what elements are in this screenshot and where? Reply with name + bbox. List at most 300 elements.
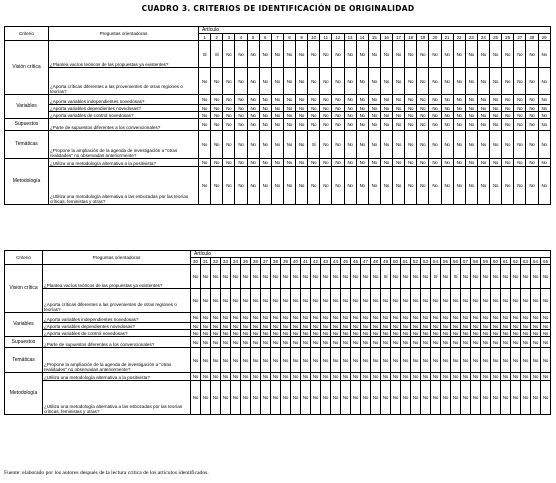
answer-cell: No: [391, 337, 401, 348]
answer-cell: No: [431, 323, 441, 330]
answer-cell: No: [191, 381, 201, 415]
article-number: 36: [251, 258, 261, 265]
answer-cell: No: [490, 68, 502, 95]
answer-cell: No: [441, 313, 451, 323]
answer-cell: No: [514, 167, 526, 205]
answer-cell: No: [371, 330, 381, 337]
answer-cell: No: [538, 95, 550, 105]
answer-cell: No: [541, 348, 551, 373]
answer-cell: No: [371, 313, 381, 323]
answer-cell: No: [521, 373, 531, 381]
article-number: 59: [481, 258, 491, 265]
answer-cell: No: [320, 41, 332, 68]
answer-cell: No: [393, 105, 405, 112]
answer-cell: No: [380, 112, 392, 119]
answer-cell: No: [271, 348, 281, 373]
answer-cell: No: [351, 289, 361, 313]
answer-cell: No: [431, 337, 441, 348]
answer-cell: No: [481, 323, 491, 330]
answer-cell: No: [451, 330, 461, 337]
answer-cell: No: [231, 337, 241, 348]
answer-cell: No: [481, 373, 491, 381]
answer-cell: No: [429, 167, 441, 205]
answer-cell: No: [283, 167, 295, 205]
answer-cell: No: [490, 95, 502, 105]
answer-cell: No: [405, 112, 417, 119]
criterio-label: Visión crítica: [5, 265, 43, 313]
answer-cell: No: [361, 381, 371, 415]
answer-cell: No: [241, 323, 251, 330]
answer-cell: No: [191, 323, 201, 330]
answer-cell: No: [465, 68, 477, 95]
answer-cell: No: [368, 41, 380, 68]
answer-cell: No: [368, 167, 380, 205]
answer-cell: No: [380, 105, 392, 112]
answer-cell: No: [411, 330, 421, 337]
answer-cell: No: [301, 330, 311, 337]
answer-cell: No: [380, 68, 392, 95]
answer-cell: No: [283, 95, 295, 105]
answer-cell: No: [247, 68, 259, 95]
answer-cell: No: [361, 323, 371, 330]
answer-cell: No: [461, 313, 471, 323]
question-text: ¿Utiliza una metodología alternativa a la positivista?: [49, 159, 199, 167]
answer-cell: No: [356, 95, 368, 105]
answer-cell: No: [490, 105, 502, 112]
answer-cell: No: [502, 41, 514, 68]
answer-cell: No: [481, 289, 491, 313]
answer-cell: No: [381, 323, 391, 330]
answer-cell: No: [381, 373, 391, 381]
answer-cell: No: [332, 119, 344, 131]
answer-cell: No: [259, 167, 271, 205]
answer-cell: No: [235, 68, 247, 95]
question-text: ¿Plantea vacíos teóricos de las propuestas ya existentes?: [49, 41, 199, 68]
answer-cell: No: [311, 337, 321, 348]
answer-cell: No: [429, 41, 441, 68]
answer-cell: No: [471, 381, 481, 415]
answer-cell: No: [231, 330, 241, 337]
answer-cell: No: [296, 41, 308, 68]
answer-cell: No: [501, 313, 511, 323]
answer-cell: No: [247, 105, 259, 112]
answer-cell: No: [441, 348, 451, 373]
answer-cell: No: [391, 265, 401, 289]
answer-cell: No: [191, 313, 201, 323]
answer-cell: No: [247, 112, 259, 119]
answer-cell: No: [311, 330, 321, 337]
answer-cell: No: [411, 373, 421, 381]
answer-cell: No: [490, 167, 502, 205]
answer-cell: No: [351, 330, 361, 337]
answer-cell: No: [502, 112, 514, 119]
article-number: 29: [538, 34, 550, 41]
article-number: 11: [320, 34, 332, 41]
question-text: ¿Aporta críticas diferentes a las provenientes de otras regiones o teorías?: [49, 68, 199, 95]
answer-cell: No: [481, 348, 491, 373]
answer-cell: No: [191, 373, 201, 381]
answer-cell: No: [331, 348, 341, 373]
answer-cell: No: [301, 323, 311, 330]
answer-cell: No: [371, 289, 381, 313]
answer-cell: No: [235, 41, 247, 68]
answer-cell: No: [271, 289, 281, 313]
article-number: 53: [421, 258, 431, 265]
answer-cell: No: [465, 167, 477, 205]
answer-cell: No: [308, 105, 320, 112]
answer-cell: No: [341, 289, 351, 313]
article-number: 27: [514, 34, 526, 41]
answer-cell: No: [501, 337, 511, 348]
article-number: 34: [231, 258, 241, 265]
answer-cell: No: [211, 381, 221, 415]
answer-cell: No: [344, 41, 356, 68]
answer-cell: No: [235, 131, 247, 159]
answer-cell: No: [331, 265, 341, 289]
answer-cell: No: [361, 373, 371, 381]
answer-cell: No: [259, 41, 271, 68]
answer-cell: No: [380, 131, 392, 159]
answer-cell: No: [271, 95, 283, 105]
answer-cell: No: [201, 323, 211, 330]
answer-cell: No: [405, 68, 417, 95]
answer-cell: No: [251, 313, 261, 323]
article-number: 24: [477, 34, 489, 41]
answer-cell: No: [451, 373, 461, 381]
answer-cell: No: [211, 131, 223, 159]
article-number: 25: [490, 34, 502, 41]
answer-cell: No: [477, 119, 489, 131]
answer-cell: No: [251, 348, 261, 373]
answer-cell: No: [405, 131, 417, 159]
answer-cell: No: [201, 330, 211, 337]
answer-cell: No: [221, 313, 231, 323]
answer-cell: No: [502, 131, 514, 159]
answer-cell: No: [477, 95, 489, 105]
answer-cell: No: [481, 330, 491, 337]
article-number: 43: [321, 258, 331, 265]
answer-cell: No: [381, 348, 391, 373]
question-text: ¿Utiliza una metodología alternativa a la positivista?: [43, 373, 191, 381]
answer-cell: No: [477, 68, 489, 95]
answer-cell: No: [308, 41, 320, 68]
answer-cell: No: [281, 373, 291, 381]
answer-cell: No: [491, 348, 501, 373]
answer-cell: No: [308, 119, 320, 131]
criterio-label: Variables: [5, 313, 43, 337]
answer-cell: No: [247, 131, 259, 159]
answer-cell: No: [491, 323, 501, 330]
answer-cell: No: [291, 313, 301, 323]
answer-cell: No: [281, 289, 291, 313]
answer-cell: No: [308, 167, 320, 205]
answer-cell: No: [332, 112, 344, 119]
answer-cell: No: [380, 167, 392, 205]
article-number: 1: [199, 34, 211, 41]
answer-cell: No: [241, 330, 251, 337]
answer-cell: No: [231, 265, 241, 289]
article-number: 32: [211, 258, 221, 265]
answer-cell: No: [514, 159, 526, 167]
article-number: 13: [344, 34, 356, 41]
answer-cell: No: [441, 112, 453, 119]
answer-cell: No: [281, 381, 291, 415]
answer-cell: No: [311, 373, 321, 381]
answer-cell: No: [271, 381, 281, 415]
answer-cell: No: [431, 289, 441, 313]
answer-cell: No: [417, 112, 429, 119]
answer-cell: No: [344, 131, 356, 159]
answer-cell: No: [296, 68, 308, 95]
answer-cell: No: [231, 289, 241, 313]
answer-cell: No: [271, 112, 283, 119]
answer-cell: No: [341, 313, 351, 323]
article-number: 40: [291, 258, 301, 265]
answer-cell: No: [441, 68, 453, 95]
answer-cell: No: [465, 105, 477, 112]
answer-cell: No: [481, 381, 491, 415]
answer-cell: No: [526, 131, 538, 159]
article-number: 4: [235, 34, 247, 41]
answer-cell: No: [441, 289, 451, 313]
answer-cell: No: [235, 159, 247, 167]
article-number: 2: [211, 34, 223, 41]
answer-cell: No: [538, 167, 550, 205]
table-row: [5, 337, 551, 348]
answer-cell: No: [391, 348, 401, 373]
answer-cell: No: [453, 95, 465, 105]
answer-cell: No: [511, 337, 521, 348]
table-row: [5, 348, 551, 373]
article-number: 44: [331, 258, 341, 265]
answer-cell: No: [451, 337, 461, 348]
answer-cell: No: [320, 112, 332, 119]
question-text: ¿Aporta variables dependientes novedosas?: [49, 105, 199, 112]
article-number: 58: [471, 258, 481, 265]
answer-cell: No: [431, 348, 441, 373]
answer-cell: No: [223, 167, 235, 205]
table-row: [5, 265, 551, 289]
answer-cell: No: [411, 265, 421, 289]
table-row: [5, 373, 551, 381]
criterio-label: Supuestos: [5, 119, 49, 131]
answer-cell: No: [331, 337, 341, 348]
article-number: 41: [301, 258, 311, 265]
answer-cell: No: [223, 112, 235, 119]
answer-cell: No: [541, 265, 551, 289]
answer-cell: No: [201, 289, 211, 313]
article-number: 18: [405, 34, 417, 41]
table-row: [5, 119, 551, 131]
answer-cell: No: [491, 330, 501, 337]
answer-cell: No: [321, 348, 331, 373]
answer-cell: No: [401, 289, 411, 313]
answer-cell: No: [405, 159, 417, 167]
answer-cell: No: [332, 105, 344, 112]
answer-cell: No: [526, 41, 538, 68]
answer-cell: No: [421, 330, 431, 337]
answer-cell: No: [471, 337, 481, 348]
answer-cell: No: [417, 105, 429, 112]
answer-cell: No: [511, 381, 521, 415]
answer-cell: No: [221, 337, 231, 348]
answer-cell: No: [441, 159, 453, 167]
answer-cell: No: [259, 112, 271, 119]
article-number: 51: [401, 258, 411, 265]
answer-cell: No: [502, 68, 514, 95]
answer-cell: No: [461, 330, 471, 337]
answer-cell: No: [271, 41, 283, 68]
answer-cell: No: [271, 313, 281, 323]
answer-cell: No: [451, 323, 461, 330]
answer-cell: No: [211, 337, 221, 348]
article-number: 28: [526, 34, 538, 41]
answer-cell: No: [261, 289, 271, 313]
answer-cell: No: [538, 112, 550, 119]
answer-cell: No: [421, 381, 431, 415]
answer-cell: No: [393, 68, 405, 95]
answer-cell: No: [191, 337, 201, 348]
answer-cell: No: [271, 131, 283, 159]
answer-cell: No: [251, 323, 261, 330]
answer-cell: No: [211, 105, 223, 112]
answer-cell: No: [381, 381, 391, 415]
answer-cell: No: [451, 313, 461, 323]
answer-cell: No: [491, 313, 501, 323]
answer-cell: No: [471, 348, 481, 373]
answer-cell: No: [241, 381, 251, 415]
answer-cell: No: [465, 95, 477, 105]
answer-cell: No: [311, 313, 321, 323]
answer-cell: No: [491, 381, 501, 415]
question-text: ¿Aporta variables independientes novedosas?: [49, 95, 199, 105]
answer-cell: No: [538, 119, 550, 131]
article-number: 21: [441, 34, 453, 41]
answer-cell: No: [291, 348, 301, 373]
answer-cell: No: [401, 337, 411, 348]
article-number: 31: [201, 258, 211, 265]
article-number: 35: [241, 258, 251, 265]
article-number: 10: [308, 34, 320, 41]
answer-cell: No: [211, 119, 223, 131]
answer-cell: No: [501, 348, 511, 373]
answer-cell: No: [381, 337, 391, 348]
article-number: 47: [361, 258, 371, 265]
answer-cell: No: [296, 159, 308, 167]
answer-cell: No: [502, 167, 514, 205]
answer-cell: No: [301, 265, 311, 289]
answer-cell: No: [271, 337, 281, 348]
answer-cell: No: [281, 323, 291, 330]
article-number: 65: [541, 258, 551, 265]
answer-cell: No: [321, 265, 331, 289]
answer-cell: No: [477, 131, 489, 159]
answer-cell: No: [344, 119, 356, 131]
answer-cell: No: [541, 289, 551, 313]
answer-cell: No: [311, 289, 321, 313]
answer-cell: No: [296, 105, 308, 112]
answer-cell: No: [341, 373, 351, 381]
article-number: 20: [429, 34, 441, 41]
answer-cell: No: [271, 68, 283, 95]
answer-cell: No: [521, 330, 531, 337]
answer-cell: No: [391, 289, 401, 313]
answer-cell: No: [541, 381, 551, 415]
answer-cell: No: [538, 159, 550, 167]
answer-cell: No: [259, 159, 271, 167]
answer-cell: No: [199, 167, 211, 205]
answer-cell: No: [271, 159, 283, 167]
answer-cell: No: [235, 105, 247, 112]
answer-cell: No: [356, 112, 368, 119]
answer-cell: No: [368, 95, 380, 105]
answer-cell: No: [401, 348, 411, 373]
answer-cell: No: [344, 105, 356, 112]
answer-cell: No: [391, 373, 401, 381]
question-text: ¿Parte de supuestos diferentes a los convencionales?: [49, 119, 199, 131]
answer-cell: No: [247, 167, 259, 205]
answer-cell: No: [251, 373, 261, 381]
answer-cell: No: [431, 381, 441, 415]
answer-cell: No: [380, 159, 392, 167]
answer-cell: No: [393, 112, 405, 119]
answer-cell: No: [526, 167, 538, 205]
criterio-label: Temáticas: [5, 131, 49, 159]
answer-cell: No: [223, 41, 235, 68]
answer-cell: No: [491, 265, 501, 289]
answer-cell: No: [271, 323, 281, 330]
answer-cell: No: [235, 167, 247, 205]
answer-cell: No: [531, 381, 541, 415]
answer-cell: No: [531, 313, 541, 323]
answer-cell: No: [531, 337, 541, 348]
answer-cell: No: [321, 381, 331, 415]
answer-cell: No: [201, 313, 211, 323]
answer-cell: No: [490, 112, 502, 119]
answer-cell: No: [296, 167, 308, 205]
header-criterio: Criterio: [5, 251, 43, 265]
answer-cell: No: [381, 330, 391, 337]
criterio-label: Variables: [5, 95, 49, 119]
header-criterio: Criterio: [5, 27, 49, 41]
answer-cell: No: [261, 373, 271, 381]
answer-cell: No: [291, 330, 301, 337]
answer-cell: No: [538, 105, 550, 112]
answer-cell: No: [491, 289, 501, 313]
answer-cell: No: [199, 119, 211, 131]
answer-cell: No: [235, 112, 247, 119]
answer-cell: No: [514, 105, 526, 112]
answer-cell: No: [211, 112, 223, 119]
answer-cell: No: [502, 119, 514, 131]
answer-cell: No: [211, 348, 221, 373]
answer-cell: No: [501, 373, 511, 381]
answer-cell: No: [259, 131, 271, 159]
table-row: [5, 95, 551, 105]
answer-cell: No: [296, 131, 308, 159]
table-row: [5, 330, 551, 337]
answer-cell: No: [393, 131, 405, 159]
answer-cell: No: [514, 41, 526, 68]
article-number: 26: [502, 34, 514, 41]
answer-cell: No: [361, 348, 371, 373]
answer-cell: No: [344, 112, 356, 119]
answer-cell: Sí: [199, 41, 211, 68]
article-number: 23: [465, 34, 477, 41]
answer-cell: No: [431, 373, 441, 381]
answer-cell: No: [199, 131, 211, 159]
question-text: ¿Utiliza una metodología alternativa a las esbozadas por las teorías críticas, feministas y otras?: [43, 381, 191, 415]
